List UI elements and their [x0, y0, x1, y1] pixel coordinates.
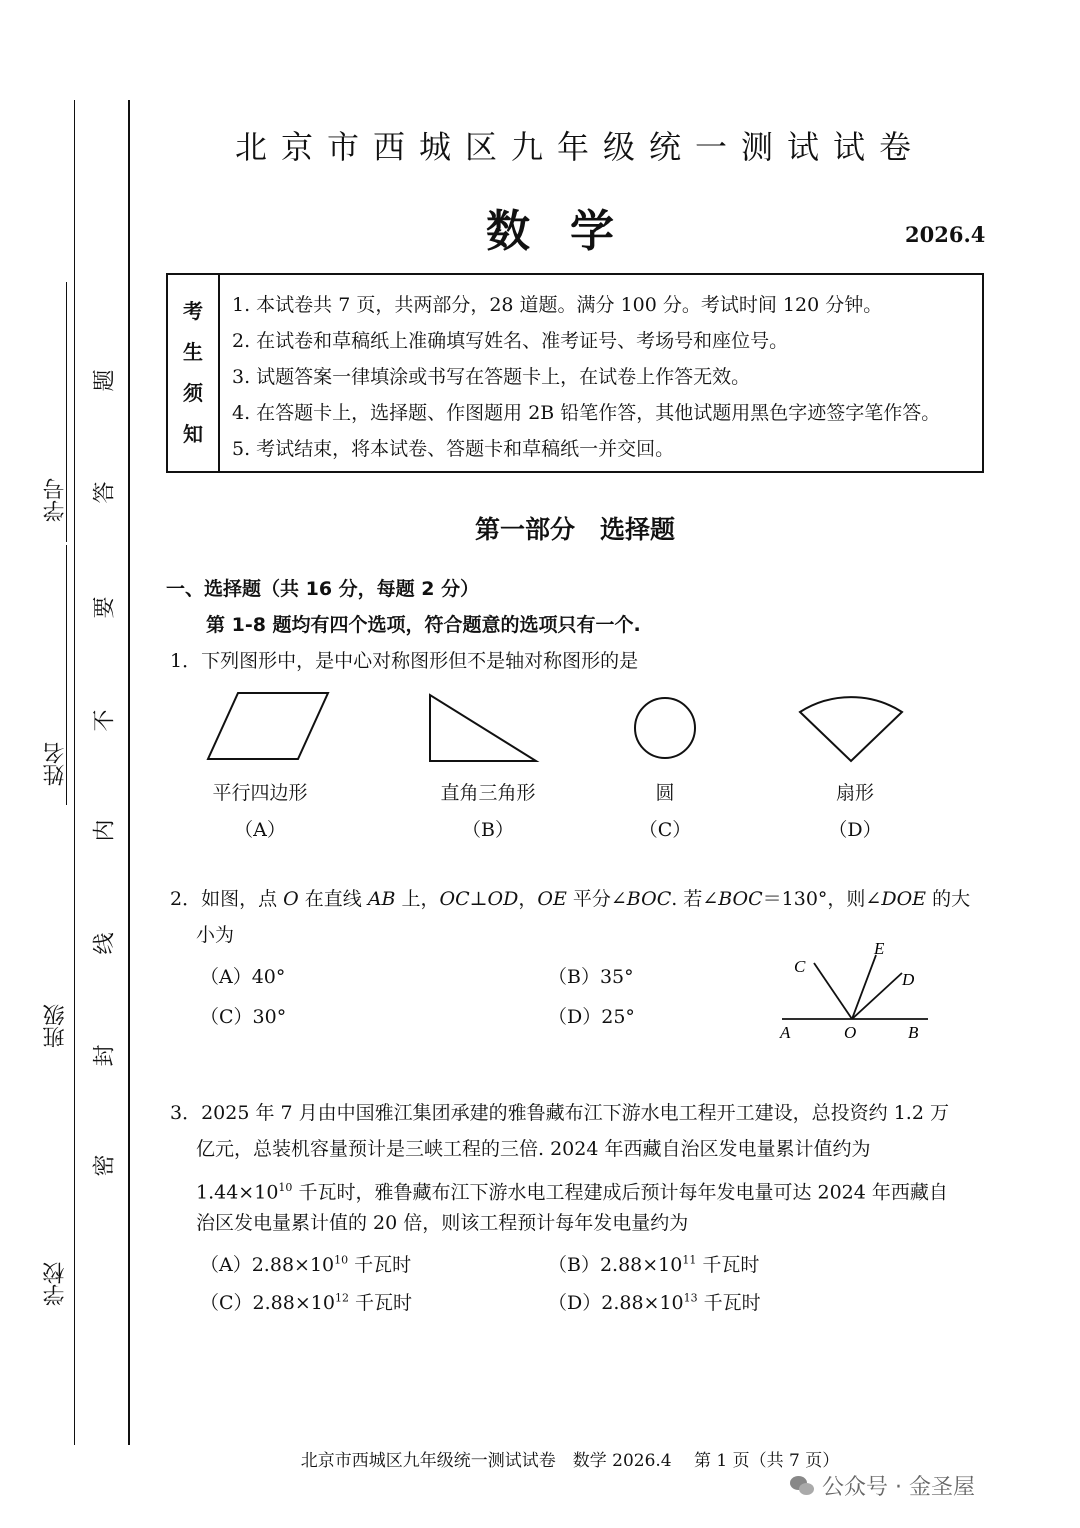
notice-label-char: 须 [183, 381, 203, 405]
circle-shape [635, 698, 695, 758]
subject-title: 数学 [486, 206, 654, 257]
q2-option: （D）25° [548, 1006, 635, 1028]
wechat-icon [790, 1476, 816, 1498]
watermark [790, 1470, 975, 1501]
seal-char: 封 [92, 1044, 118, 1067]
sector-shape [800, 697, 902, 761]
q3-line-rest: 千瓦时，雅鲁藏布江下游水电工程建成后预计每年发电量可达 2024 年西藏自 [298, 1181, 948, 1204]
field-label-student-id: 学号 [43, 478, 68, 522]
right-triangle-shape [430, 695, 536, 761]
q3-line: 亿元，总装机容量预计是三峡工程的三倍. 2024 年西藏自治区发电量累计值约为 [196, 1138, 871, 1160]
q2-stem-line2: 小为 [196, 924, 235, 946]
ray-oc [814, 963, 852, 1019]
notice-item: 4. 在答题卡上，选择题、作图题用 2B 铅笔作答，其他试题用黑色字迹签字笔作答。 [232, 402, 941, 424]
field-label-name: 姓名 [43, 742, 68, 786]
q2-option: （C）30° [200, 1006, 287, 1028]
point-label-a: A [780, 1023, 791, 1042]
seal-char: 题 [92, 369, 118, 392]
q1-shape-name: 扇形 [835, 782, 874, 804]
q2-figure [770, 935, 940, 1050]
notice-label [168, 275, 220, 471]
exam-title: 北京市西城区九年级统一测试试卷 [234, 128, 925, 166]
seal-char: 内 [92, 819, 118, 842]
point-label-e: E [874, 939, 885, 958]
notice-item: 1. 本试卷共 7 页，共两部分，28 道题。满分 100 分。考试时间 120 分钟。 [232, 294, 883, 316]
page-footer: 北京市西城区九年级统一测试试卷 数学 2026.4 第 1 页（共 7 页） [300, 1451, 840, 1471]
seal-char: 密 [92, 1154, 118, 1177]
seal-char: 答 [92, 481, 118, 504]
q1-stem: 1．下列图形中，是中心对称图形但不是轴对称图形的是 [170, 650, 639, 672]
notice-items [232, 287, 976, 467]
q1-option-letter: （C） [638, 819, 692, 841]
section-instruction: 第 1-8 题均有四个选项，符合题意的选项只有一个. [206, 614, 641, 636]
q1-option-letter: （D） [828, 819, 882, 841]
binding-line-inner [128, 100, 130, 1445]
point-label-d: D [902, 970, 915, 989]
q3-option: $(A)2.88\times 10^{10}$ 千瓦时 [200, 1253, 412, 1276]
seal-char: 不 [92, 709, 118, 732]
q2-option: （A）40° [200, 966, 286, 988]
seal-char: 线 [92, 932, 118, 955]
q3-line [196, 1170, 948, 1210]
q3-line: 3．2025 年 7 月由中国雅江集团承建的雅鲁藏布江下游水电工程开工建设，总投资约 1.2 万 [170, 1102, 949, 1124]
field-label-class: 班级 [43, 1004, 68, 1048]
notice-label-char: 考 [183, 299, 203, 323]
point-label-c: C [794, 957, 806, 976]
notice-label-char: 生 [183, 340, 203, 364]
section-title: 第一部分 选择题 [474, 515, 675, 544]
q3-option: $(B)2.88\times 10^{11}$ 千瓦时 [548, 1253, 760, 1276]
q1-figures [190, 685, 950, 770]
q3-sci-base: 1.44×10 [196, 1181, 279, 1204]
q1-shape-name: 直角三角形 [440, 782, 536, 804]
notice-item: 3. 试题答案一律填涂或书写在答题卡上，在试卷上作答无效。 [232, 366, 751, 388]
q3-sci-exp: 10 [278, 1181, 293, 1194]
q1-shape-name: 平行四边形 [212, 782, 308, 804]
q1-option-letter: （B） [462, 819, 514, 841]
notice-item: 2. 在试卷和草稿纸上准确填写姓名、准考证号、考场号和座位号。 [232, 330, 789, 352]
q2-option: （B）35° [548, 966, 634, 988]
seal-char: 要 [92, 596, 118, 619]
section-heading: 一、选择题（共 16 分，每题 2 分） [166, 578, 480, 600]
q3-option: $(C)2.88\times 10^{12}$ 千瓦时 [200, 1291, 412, 1314]
parallelogram-shape [208, 693, 328, 759]
q2-stem: 2．如图，点 O 在直线 AB 上，OC⊥OD，OE 平分∠BOC. 若∠BOC＝130°，则∠DOE 的大 [170, 888, 971, 910]
q3-option: $(D)2.88\times 10^{13}$ 千瓦时 [548, 1291, 761, 1314]
field-label-school: 学校 [43, 1262, 68, 1306]
ray-od [852, 973, 902, 1019]
q1-option-letter: （A） [234, 819, 286, 841]
ray-oe [852, 955, 876, 1019]
exam-date: 2026.4 [905, 222, 986, 247]
q3-line: 治区发电量累计值的 20 倍，则该工程预计每年发电量约为 [196, 1212, 689, 1234]
notice-item: 5. 考试结束，将本试卷、答题卡和草稿纸一并交回。 [232, 438, 675, 460]
point-label-o: O [844, 1023, 857, 1042]
point-label-b: B [908, 1023, 919, 1042]
watermark-text: 公众号 · 金圣屋 [822, 1475, 975, 1500]
notice-box [166, 273, 984, 473]
q1-shape-name: 圆 [655, 782, 675, 804]
notice-label-char: 知 [183, 422, 203, 446]
